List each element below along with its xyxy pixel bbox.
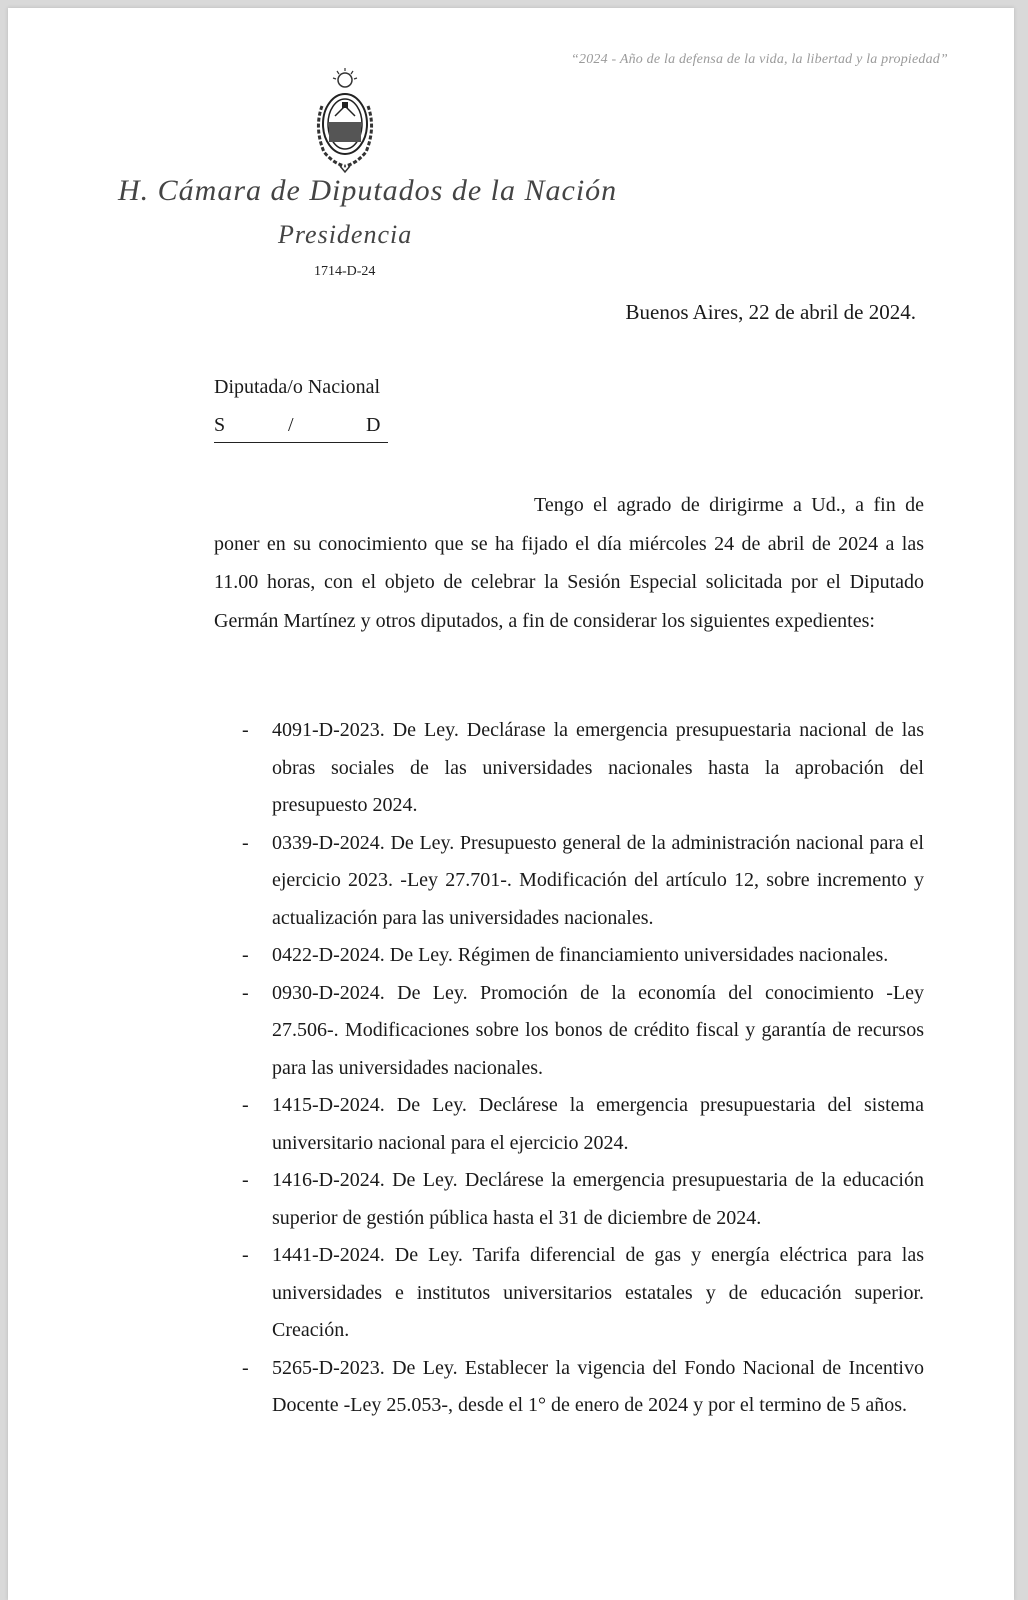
list-item [214,1350,924,1425]
coat-of-arms-icon [310,66,380,176]
file-entry: 1441-D-2024. De Ley. Tarifa diferencial de gas y energía eléctrica para las universidades e institutos universitarios estatales y de educación superior. Creación. [272,1244,924,1341]
list-dash: - [242,1356,249,1379]
list-dash: - [242,944,249,966]
list-item [214,712,924,825]
salutation-s: S [214,414,226,436]
chamber-name: H. Cámara de Diputados de la Nación [118,174,618,207]
list-dash: - [242,1094,249,1116]
salutation-d: D [366,414,381,436]
file-list [214,712,924,1425]
file-entry: 0930-D-2024. De Ley. Promoción de la economía del conocimiento -Ley 27.506-. Modificaciones sobre los bonos de crédito fiscal y garantía de recursos para las universidades nacionales. [272,981,924,1079]
list-dash: - [242,1244,249,1266]
list-dash: - [242,1169,249,1191]
office-name: Presidencia [278,220,413,249]
addressee: Diputada/o Nacional [214,376,381,398]
list-item [214,1237,924,1350]
file-entry: 1415-D-2024. De Ley. Declárese la emergencia presupuestaria del sistema universitario nacional para el ejercicio 2024. [272,1094,924,1154]
list-dash: - [242,831,249,854]
salutation-slash: / [288,414,294,436]
file-entry: 5265-D-2023. De Ley. Establecer la vigencia del Fondo Nacional de Incentivo Docente -Ley 25.053-, desde el 1° de enero de 2024 y por el termino de 5 años. [272,1356,924,1416]
salutation-sd [214,414,388,443]
date-line: Buenos Aires, 22 de abril de 2024. [625,300,916,324]
file-entry: 0339-D-2024. De Ley. Presupuesto general de la administración nacional para el ejercicio 2023. -Ley 27.701-. Modificación del artículo 12, sobre incremento y actualización para las universidades nacionales. [272,831,924,929]
list-item [214,937,924,975]
list-dash: - [242,981,249,1004]
list-item [214,1087,924,1162]
letter-body: Tengo el agrado de dirigirme a Ud., a fin de poner en su conocimiento que se ha fijado el día miércoles 24 de abril de 2024 a las 11.00 horas, con el objeto de celebrar la Sesión Especial solicitada por el Diputado Germán Martínez y otros diputados, a fin de considerar los siguientes expedientes: [214,494,924,632]
list-item [214,1162,924,1237]
list-item [214,825,924,938]
reference-number: 1714-D-24 [314,264,376,279]
file-entry: 4091-D-2023. De Ley. Declárase la emergencia presupuestaria nacional de las obras sociales de las universidades nacionales hasta la aprobación del presupuesto 2024. [272,719,924,816]
file-entry: 0422-D-2024. De Ley. Régimen de financiamiento universidades nacionales. [272,944,889,966]
list-dash: - [242,719,249,741]
document-page [8,8,1014,1600]
list-item [214,975,924,1088]
file-entry: 1416-D-2024. De Ley. Declárese la emergencia presupuestaria de la educación superior de gestión pública hasta el 31 de diciembre de 2024. [272,1169,924,1229]
year-motto: “2024 - Año de la defensa de la vida, la libertad y la propiedad” [571,52,948,67]
